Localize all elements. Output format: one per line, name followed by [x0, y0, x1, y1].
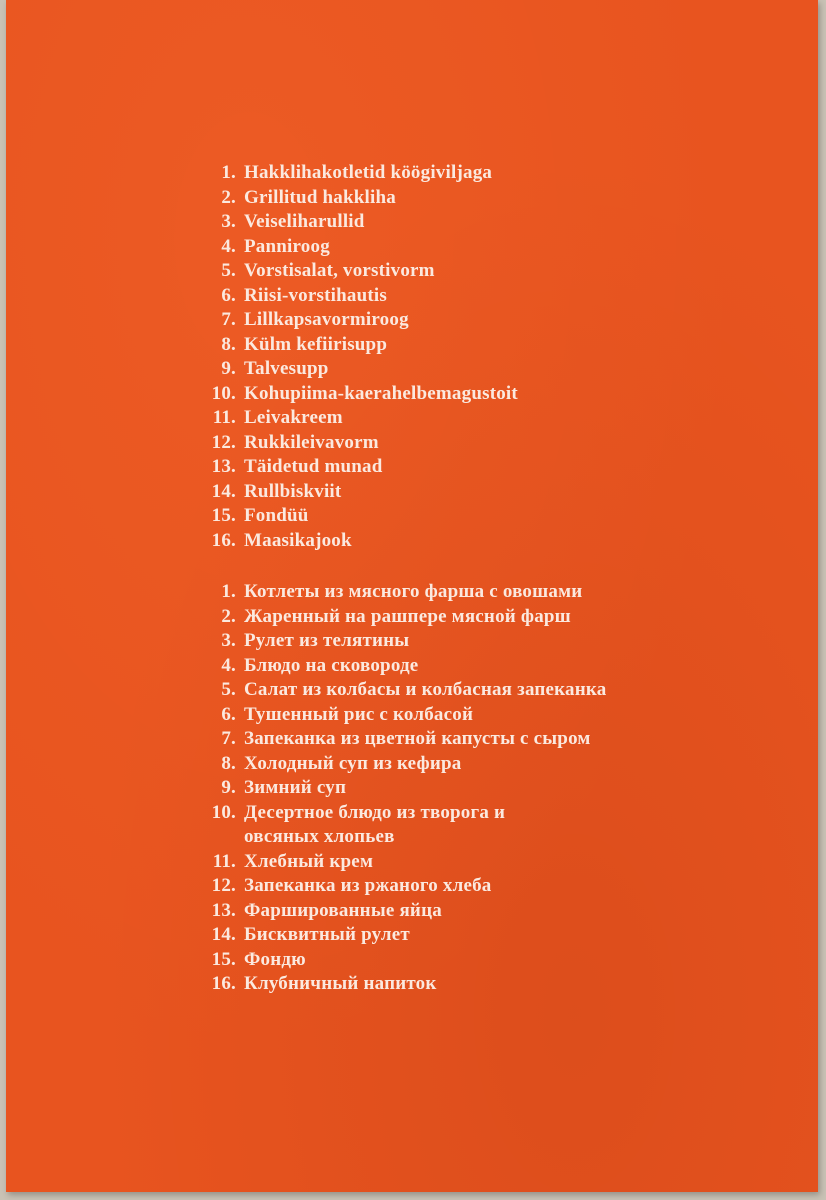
item-title: Запеканка из цветной капусты с сыром	[244, 728, 591, 749]
item-number: 5 .	[192, 678, 238, 703]
item-number: 7 .	[192, 727, 238, 752]
item-number: 6 .	[192, 284, 238, 309]
list-item	[192, 308, 518, 333]
item-number: 10 .	[192, 382, 238, 407]
item-title: Veiseliharullid	[244, 211, 365, 232]
recipe-card	[6, 0, 818, 1192]
item-title: Rukkileivavorm	[244, 431, 379, 453]
item-number: 13 .	[192, 455, 238, 480]
item-number: 3 .	[192, 629, 238, 654]
item-number: 2 .	[192, 605, 238, 630]
item-title: Maasikajook	[244, 529, 352, 551]
list-item	[192, 776, 606, 801]
item-number: 9 .	[192, 357, 238, 382]
item-number: 4 .	[192, 654, 238, 679]
list-item	[192, 186, 518, 211]
list-item	[192, 210, 518, 235]
item-number: 7 .	[192, 308, 238, 333]
list-item	[192, 431, 518, 456]
item-number: 12 .	[192, 431, 238, 456]
item-title: Leivakreem	[244, 407, 343, 428]
list-item	[192, 357, 518, 382]
item-title: Panniroog	[244, 235, 330, 257]
list-item	[192, 406, 518, 431]
item-number: 12 .	[192, 874, 238, 899]
item-number: 14 .	[192, 480, 238, 505]
item-number: 6 .	[192, 703, 238, 728]
item-title: Котлеты из мясного фарша с овошами	[244, 581, 583, 602]
list-item	[192, 654, 606, 679]
list-item	[192, 161, 518, 186]
item-title: Тушенный рис с колбасой	[244, 703, 474, 725]
item-number: 5 .	[192, 259, 238, 284]
item-title: Grillitud hakkliha	[244, 186, 396, 208]
item-title: Talvesupp	[244, 358, 329, 379]
item-number: 15 .	[192, 504, 238, 529]
list-item	[192, 874, 606, 899]
russian-recipe-list	[192, 580, 606, 997]
list-item	[192, 850, 606, 875]
item-title: Холодный суп из кефира	[244, 752, 462, 774]
item-number: 10 .	[192, 801, 238, 826]
item-number: 16 .	[192, 972, 238, 997]
item-title: Vorstisalat, vorstivorm	[244, 260, 435, 281]
list-item	[192, 678, 606, 703]
item-title: Запеканка из ржаного хлеба	[244, 875, 492, 896]
item-title: Lillkapsavormiroog	[244, 309, 409, 330]
list-item	[192, 333, 518, 358]
item-title: Зимний суп	[244, 777, 347, 798]
list-item	[192, 455, 518, 480]
item-number: 13 .	[192, 899, 238, 924]
item-title-continuation: овсяных хлопьев	[244, 826, 395, 847]
item-title: Hakklihakotletid köögiviljaga	[244, 162, 493, 183]
list-item	[192, 605, 606, 630]
list-item	[192, 580, 606, 605]
item-title: Täidetud munad	[244, 456, 383, 477]
item-title: Бисквитный рулет	[244, 924, 410, 945]
item-number: 15 .	[192, 948, 238, 973]
list-item	[192, 752, 606, 777]
list-item	[192, 235, 518, 260]
list-item	[192, 259, 518, 284]
list-item	[192, 382, 518, 407]
item-number: 2 .	[192, 186, 238, 211]
list-item	[192, 948, 606, 973]
item-number: 3 .	[192, 210, 238, 235]
item-title: Блюдо на сковороде	[244, 654, 419, 676]
list-item	[192, 801, 606, 826]
item-title: Riisi-vorstihautis	[244, 284, 387, 306]
item-title: Фаршированные яйца	[244, 899, 442, 921]
item-title: Kohupiima-kaerahelbemagustoit	[244, 382, 518, 404]
item-title: Жаренный на рашпере мясной фарш	[244, 605, 571, 627]
item-title: Десертное блюдо из творога и	[244, 801, 506, 823]
item-number: 14 .	[192, 923, 238, 948]
item-number: 11 .	[192, 850, 238, 875]
list-item	[192, 727, 606, 752]
item-title: Fondüü	[244, 505, 309, 526]
item-title: Фондю	[244, 948, 306, 970]
estonian-recipe-list	[192, 161, 518, 553]
item-number: 1 .	[192, 580, 238, 605]
item-title: Хлебный крем	[244, 850, 374, 872]
list-item-continuation	[192, 825, 606, 850]
item-number: 1 .	[192, 161, 238, 186]
item-title: Рулет из телятины	[244, 630, 410, 651]
list-item	[192, 504, 518, 529]
item-number: 16 .	[192, 529, 238, 554]
item-title: Külm kefiirisupp	[244, 333, 388, 355]
list-item	[192, 899, 606, 924]
item-title: Салат из колбасы и колбасная запеканка	[244, 679, 607, 700]
item-number: 9 .	[192, 776, 238, 801]
list-item	[192, 703, 606, 728]
list-item	[192, 629, 606, 654]
list-item	[192, 923, 606, 948]
item-number: 11 .	[192, 406, 238, 431]
item-title: Клубничный напиток	[244, 973, 437, 994]
item-number: 8 .	[192, 752, 238, 777]
item-number: 8 .	[192, 333, 238, 358]
item-title: Rullbiskviit	[244, 480, 342, 502]
list-item	[192, 284, 518, 309]
list-item	[192, 529, 518, 554]
list-item	[192, 972, 606, 997]
list-item	[192, 480, 518, 505]
item-number: 4 .	[192, 235, 238, 260]
